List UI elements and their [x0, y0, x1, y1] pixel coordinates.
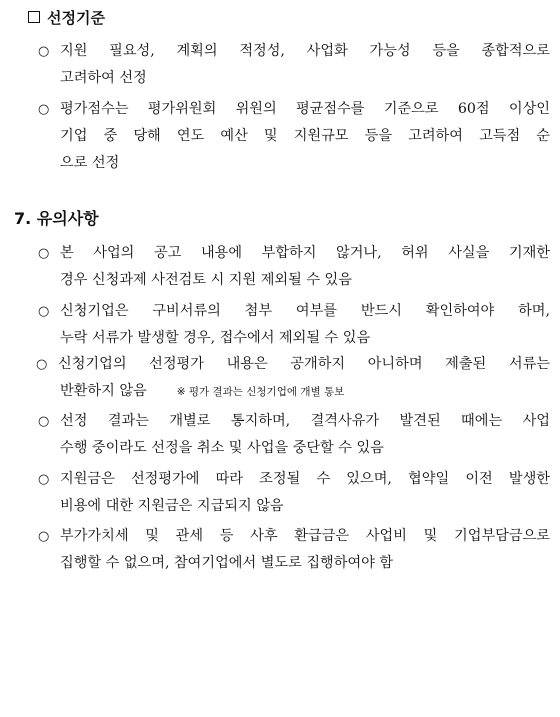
list-item	[38, 96, 550, 177]
item-text-line: 고려하여 선정	[60, 70, 147, 86]
checkbox-square-icon	[28, 11, 40, 23]
item-text-line: 지원금은 선정평가에 따라 조정될 수 있으며, 협약일 이전 발생한	[60, 471, 550, 487]
item-text-line: 본 사업의 공고 내용에 부합하지 않거나, 허위 사실을 기재한	[60, 245, 550, 261]
circle-bullet-icon: ○	[38, 44, 50, 59]
item-text-line: 부가가치세 및 관세 등 사후 환급금은 사업비 및 기업부담금으로	[60, 528, 550, 544]
item-text-line: 평가점수는 평가위원회 위원의 평균점수를 기준으로 60점 이상인	[60, 101, 550, 117]
section-heading-precautions: 7. 유의사항	[14, 209, 99, 228]
circle-bullet-icon: ○	[38, 304, 50, 319]
circle-bullet-icon: ○	[38, 529, 50, 544]
item-text-line: 누락 서류가 발생할 경우, 접수에서 제외될 수 있음	[60, 330, 371, 346]
item-text-line: 비용에 대한 지원금은 지급되지 않음	[60, 498, 284, 514]
item-text-line: 신청기업은 구비서류의 첨부 여부를 반드시 확인하여야 하며,	[60, 303, 550, 319]
list-item	[38, 38, 550, 92]
footnote-note: ※ 평가 결과는 신청기업에 개별 통보	[176, 386, 345, 398]
item-text: 반환하지 않음	[60, 383, 147, 399]
list-item	[38, 240, 550, 294]
item-text-line: 경우 신청과제 사전검토 시 지원 제외될 수 있음	[60, 272, 352, 288]
item-text-line: 수행 중이라도 선정을 취소 및 사업을 중단할 수 있음	[60, 440, 384, 456]
item-text-line: 집행할 수 없으며, 참여기업에서 별도로 집행하여야 함	[60, 555, 394, 571]
circle-bullet-icon: ○	[36, 357, 48, 372]
item-text-line	[60, 378, 550, 406]
item-text-line: 선정 결과는 개별로 통지하며, 결격사유가 발견된 때에는 사업	[60, 413, 550, 429]
section-title: 선정기준	[47, 9, 105, 27]
circle-bullet-icon: ○	[38, 246, 50, 261]
circle-bullet-icon: ○	[38, 472, 50, 487]
list-item	[38, 466, 550, 520]
item-text-line: 으로 선정	[60, 155, 120, 171]
item-text-line: 신청기업의 선정평가 내용은 공개하지 아니하며 제출된 서류는	[58, 356, 550, 372]
section-heading-selection-criteria	[28, 8, 105, 28]
list-item	[38, 408, 550, 462]
list-item	[38, 298, 550, 352]
list-item	[38, 523, 550, 577]
item-text-line: 기업 중 당해 연도 예산 및 지원규모 등을 고려하여 고득점 순	[60, 128, 550, 144]
list-item	[36, 351, 550, 406]
item-text-line: 지원 필요성, 계획의 적정성, 사업화 가능성 등을 종합적으로	[60, 43, 550, 59]
circle-bullet-icon: ○	[38, 414, 50, 429]
circle-bullet-icon: ○	[38, 102, 50, 117]
